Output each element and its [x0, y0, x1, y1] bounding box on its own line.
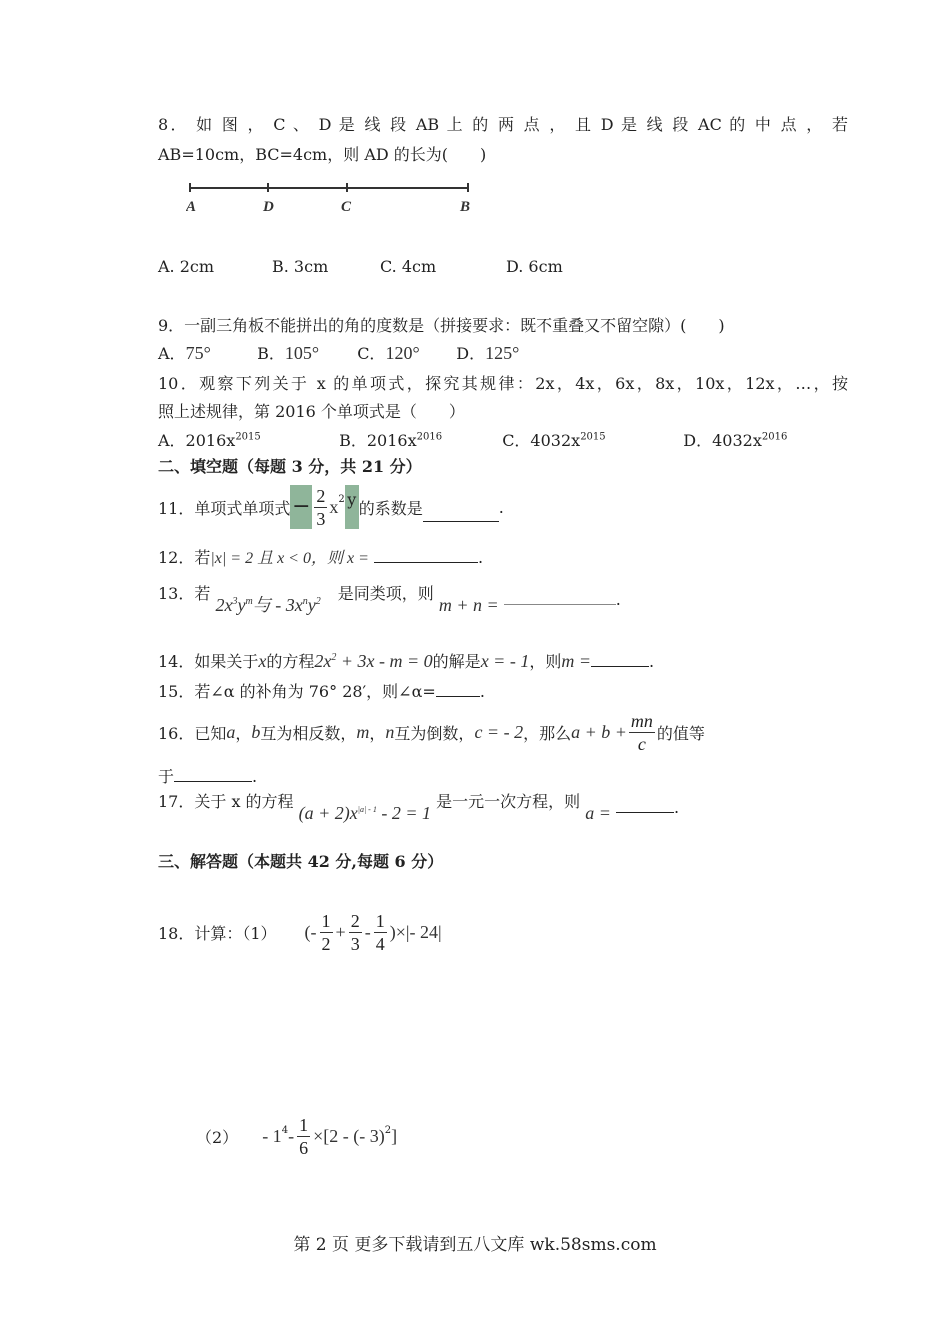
q13-answer-blank[interactable] [504, 590, 616, 605]
q10-line2: 照上述规律，第 2016 个单项式是（ ） [158, 402, 465, 421]
q10-option-d: D．$4032x^{2016}$ [683, 431, 788, 450]
q18-part2-frac: $\frac{1}{6}$ [299, 1114, 309, 1158]
q18-frac-1: $\frac{1}{2}$ [321, 910, 331, 954]
q9-option-b: B．105° [257, 343, 320, 363]
q8-option-a: A. 2cm [158, 257, 215, 276]
q13: 13．若 $2x^3y^m$与 - $3x^ny^2$ 是同类项，则 m + n = . [158, 584, 621, 615]
q16-line1: 16．已知 a ， b 互为相反数， m ， n 互为倒数， c = - 2 ，那么 a + b + $\frac{mn}{c}$ 的值等 [158, 710, 705, 754]
q12: 12．若|x| = 2 且 x < 0，则 x = . [158, 548, 484, 567]
q10-option-c: C．$4032x^{2015}$ [502, 431, 606, 450]
q9-option-d: D．125° [456, 343, 520, 363]
q13-m-plus-n: m + n = [438, 595, 499, 615]
q9-option-a: A．75° [158, 343, 211, 363]
q16-line2: 于 . [158, 767, 258, 786]
label-a: A [186, 199, 197, 215]
q18-part1: 18．计算：（1） (- $\frac{1}{2}$ + $\frac{2}{3}$ - $\frac{1}{4}$ )×|- 24| [158, 910, 442, 954]
q16-answer-blank[interactable] [174, 767, 252, 782]
q11-x: x [329, 496, 339, 517]
q11-answer-blank[interactable] [423, 507, 499, 522]
q8-line-segment-figure [186, 178, 476, 218]
q11-suffix: 的系数是 [358, 498, 423, 518]
q14: 14．如果关于x的方程$2x^2 + 3x - m = 0$的解是x = - 1，则m = . [158, 651, 655, 671]
q17-equation: $(a + 2)x^{|a| - 1} - 2 = 1$ [298, 803, 431, 823]
q18-frac-3: $\frac{1}{4}$ [375, 910, 385, 954]
section3-title: 三、解答题（本题共 42 分,每题 6 分） [158, 852, 444, 871]
q11: 11．单项式单项式 − $\frac{2}{3}$ x $^2$ y 的系数是 . [158, 485, 504, 529]
page-footer: 第 2 页 更多下载请到五八文库 wk.58sms.com [293, 1235, 657, 1255]
q9-text: 9．一副三角板不能拼出的角的度数是（拼接要求：既不重叠又不留空隙）( ) [158, 316, 725, 335]
q16-fraction: $\frac{mn}{c}$ [630, 710, 653, 754]
q8-option-b: B. 3cm [272, 257, 329, 276]
q15-answer-blank[interactable] [436, 682, 480, 697]
q17-answer-blank[interactable] [616, 798, 674, 813]
q15: 15．若∠α 的补角为 76° 28′，则∠α= . [158, 682, 485, 701]
label-d: D [263, 199, 274, 215]
q9-options [158, 341, 519, 364]
q11-prefix: 11．单项式单项式 [158, 498, 291, 518]
label-c: C [341, 199, 352, 215]
q10-options [158, 428, 787, 451]
q18-part2: （2） - 1 $^4$ - $\frac{1}{6}$ ×[2 - (- 3) $^2$ ] [196, 1114, 398, 1158]
q12-answer-blank[interactable] [374, 548, 478, 563]
q13-expression: $2x^3y^m$与 - $3x^ny^2$ [215, 595, 321, 615]
q8-line1: 8． 如 图 ， C 、 D 是 线 段 AB 上 的 两 点 ， 且 D 是 线 段 AC 的 中 点 ， 若 [158, 115, 848, 134]
q11-y-highlight: y [345, 485, 359, 529]
q10-option-a: A．$2016x^{2015}$ [158, 431, 261, 450]
q9-option-c: C．120° [357, 343, 420, 363]
q18-prefix: 18．计算：（1） [158, 923, 277, 943]
q14-equation: $2x^2 + 3x - m = 0$ [314, 651, 433, 671]
q12-math: |x| = 2 且 x < 0，则 x = [210, 550, 369, 567]
q11-fraction: $\frac{2}{3}$ [316, 485, 326, 529]
q11-minus-highlight: − [290, 485, 312, 529]
q10-option-b: B．$2016x^{2016}$ [339, 431, 443, 450]
q14-answer-blank[interactable] [591, 652, 649, 667]
q10-line1: 10．观察下列关于 x 的单项式，探究其规律：2x，4x，6x，8x，10x，12x，…，按 [158, 374, 848, 393]
q8-line2: AB=10cm，BC=4cm，则 AD 的长为( ) [158, 145, 487, 164]
section2-title: 二、填空题（每题 3 分，共 21 分） [158, 457, 422, 476]
q17: 17．关于 x 的方程 $(a + 2)x^{|a| - 1} - 2 = 1$ 是一元一次方程，则 a = . [158, 792, 680, 823]
q18-frac-2: $\frac{2}{3}$ [350, 910, 360, 954]
label-b: B [460, 199, 471, 215]
q8-option-d: D. 6cm [506, 257, 563, 276]
segment-diagram [186, 178, 476, 218]
q8-option-c: C. 4cm [380, 257, 437, 276]
